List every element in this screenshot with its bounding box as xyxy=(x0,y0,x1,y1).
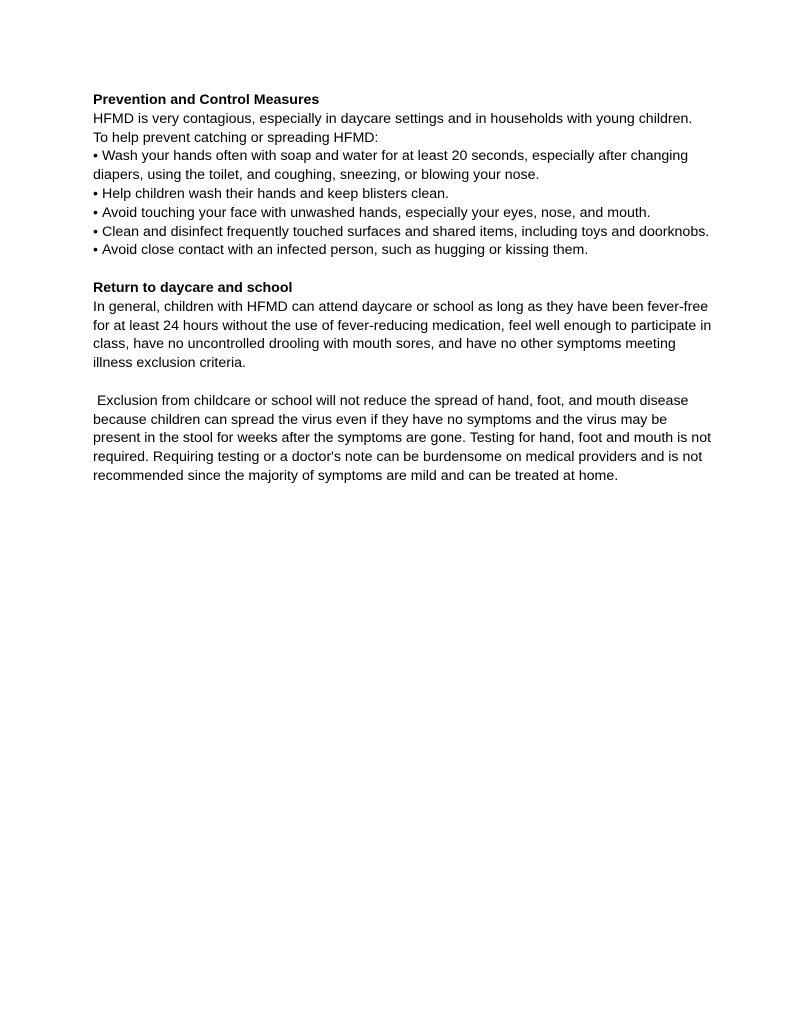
section-spacer xyxy=(93,260,713,279)
return-paragraph-2: Exclusion from childcare or school will not reduce the spread of hand, foot, and mouth disease because children can spread the virus even if they have no symptoms and the virus may be present in the stool for weeks after the symptoms are gone. Testing for hand, foot and mouth is not required. Requiring testing or a doctor's note can be burdensome on medical providers and is not recommended since the majority of symptoms are mild and can be treated at home. xyxy=(93,392,715,484)
bullet-glyph: • xyxy=(93,148,98,165)
paragraph-spacer xyxy=(93,373,713,392)
list-item xyxy=(93,185,713,204)
list-item xyxy=(93,147,713,185)
list-item xyxy=(93,204,713,223)
prevention-list xyxy=(93,147,713,260)
prevention-intro-line1: HFMD is very contagious, especially in daycare settings and in households with young children. xyxy=(93,110,693,127)
prevention-intro-line2: To help prevent catching or spreading HFMD: xyxy=(93,129,379,146)
list-item-text: Avoid touching your face with unwashed hands, especially your eyes, nose, and mouth. xyxy=(101,204,651,221)
list-item-text: Clean and disinfect frequently touched surfaces and shared items, including toys and doorknobs. xyxy=(101,223,710,240)
prevention-heading: Prevention and Control Measures xyxy=(93,92,320,108)
bullet-glyph: • xyxy=(93,242,98,259)
return-heading: Return to daycare and school xyxy=(93,279,293,296)
bullet-glyph: • xyxy=(93,185,98,202)
list-item-text: Wash your hands often with soap and water for at least 20 seconds, especially after changing diapers, using the toilet, and coughing, sneezing, or blowing your nose. xyxy=(93,148,689,184)
list-item xyxy=(93,241,713,260)
list-item-text: Help children wash their hands and keep blisters clean. xyxy=(101,185,449,202)
list-item xyxy=(93,223,713,242)
return-section xyxy=(93,279,713,486)
document-page xyxy=(93,91,713,486)
list-item-text: Avoid close contact with an infected person, such as hugging or kissing them. xyxy=(101,242,589,259)
return-paragraph-1: In general, children with HFMD can attend daycare or school as long as they have been fever-free for at least 24 hours without the use of fever-reducing medication, feel well enough to participate in class, have no uncontrolled drooling with mouth sores, and have no other symptoms meeting illness exclusion criteria. xyxy=(93,298,712,372)
bullet-glyph: • xyxy=(93,204,98,221)
prevention-section xyxy=(93,91,713,260)
bullet-glyph: • xyxy=(93,223,98,240)
